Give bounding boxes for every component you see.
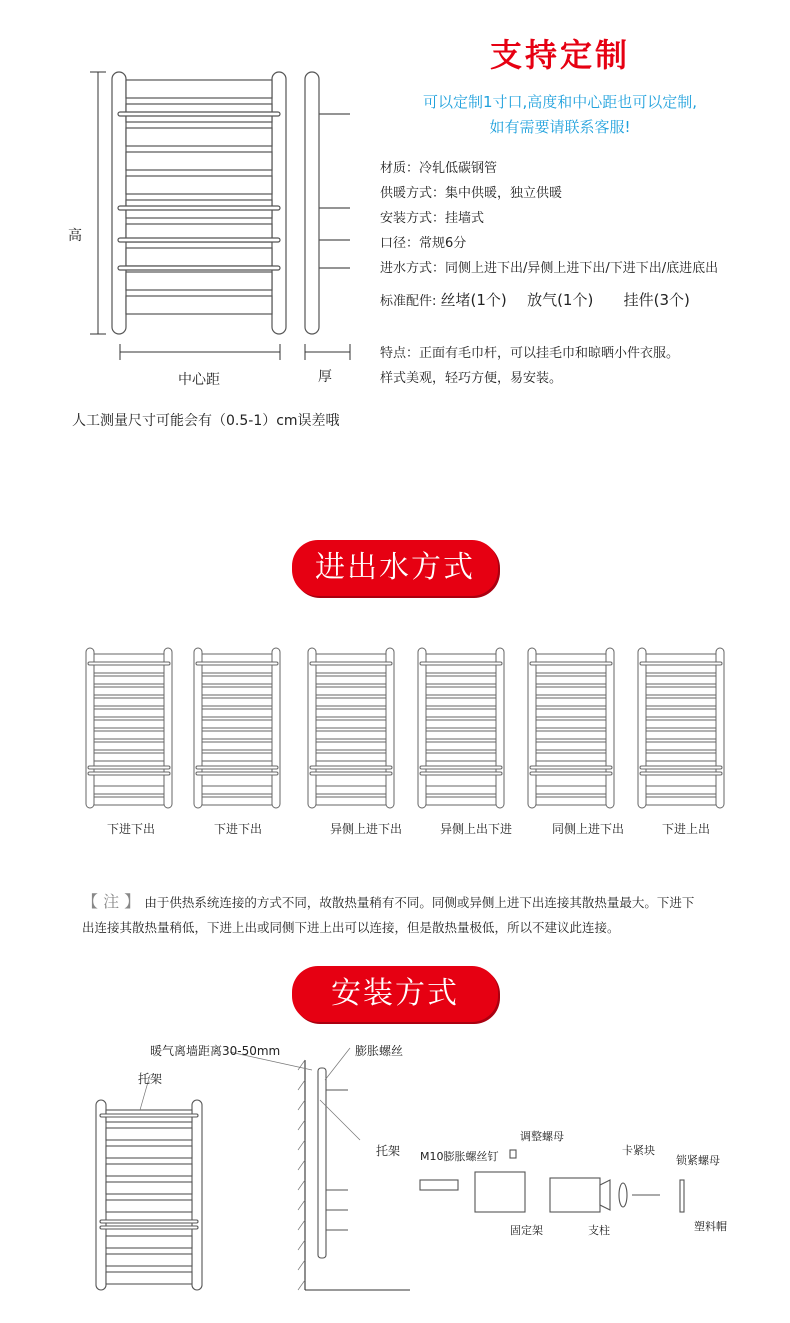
dim-height-label: 高 — [68, 228, 82, 244]
flow-banner: 进出水方式 — [292, 540, 498, 596]
install-banner: 安装方式 — [292, 966, 498, 1022]
spec-material: 材质：冷轧低碳钢管 — [380, 161, 498, 176]
flow-radiator-6 — [638, 648, 724, 808]
flow-radiator-5 — [528, 648, 614, 808]
customize-note — [370, 90, 750, 140]
label-expansion-screw: 膨胀螺丝 — [355, 1044, 404, 1058]
parts-label: 标准配件: — [380, 294, 437, 309]
label-clamp: 卡紧块 — [622, 1144, 655, 1157]
flow-radiator-4 — [418, 648, 504, 808]
flow-note — [82, 890, 762, 940]
feature-2: 样式美观，轻巧方便，易安装。 — [380, 371, 563, 386]
flow-note-line-1 — [82, 890, 762, 916]
flow-label-1: 下进下出 — [107, 822, 156, 836]
spec-heating: 供暖方式：集中供暖，独立供暖 — [380, 186, 563, 201]
label-plastic-cap: 塑料帽 — [694, 1220, 727, 1233]
dim-thick-label: 厚 — [318, 369, 332, 385]
flow-radiator-2 — [194, 648, 280, 808]
part-vent: 放气(1个) — [527, 291, 594, 309]
flow-label-6: 下进上出 — [662, 822, 711, 836]
customize-line-2: 如有需要请联系客服! — [489, 118, 631, 136]
part-hanger: 挂件(3个) — [623, 291, 690, 309]
dim-center-label: 中心距 — [178, 372, 220, 388]
note-bracket: 【 注 】 — [82, 892, 141, 911]
feature-list — [380, 342, 679, 392]
dimension-drawing — [60, 60, 370, 400]
parts-row — [380, 289, 690, 310]
label-m10: M10膨胀螺丝钉 — [420, 1150, 499, 1163]
label-lock-nut: 锁紧螺母 — [676, 1154, 720, 1167]
left-post — [112, 72, 126, 334]
page-title: 支持定制 — [490, 36, 631, 74]
tolerance-note: 人工测量尺寸可能会有（0.5-1）cm误差哦 — [72, 413, 340, 429]
spec-caliber: 口径：常规6分 — [380, 236, 467, 251]
install-drawing — [80, 1040, 780, 1310]
flow-label-2: 下进下出 — [214, 822, 263, 836]
right-post — [272, 72, 286, 334]
flow-label-3: 异侧上进下出 — [330, 822, 403, 836]
customize-line-1: 可以定制1寸口,高度和中心距也可以定制, — [422, 93, 698, 111]
label-bracket: 托架 — [138, 1072, 163, 1086]
spec-list — [380, 157, 718, 282]
spec-install: 安装方式：挂墙式 — [380, 211, 485, 226]
label-bracket-2: 托架 — [376, 1144, 401, 1158]
label-adjust-nut: 调整螺母 — [520, 1130, 564, 1143]
label-pillar: 支柱 — [588, 1224, 610, 1237]
part-plug: 丝堵(1个) — [440, 291, 507, 309]
label-wall-gap: 暖气离墙距离30-50mm — [150, 1044, 281, 1058]
spec-water: 进水方式：同侧上进下出/异侧上进下出/下进下出/底进底出 — [380, 261, 719, 276]
flow-radiator-1 — [86, 648, 172, 808]
feature-1: 特点：正面有毛巾杆，可以挂毛巾和晾晒小件衣服。 — [380, 346, 680, 361]
flow-label-5: 同侧上进下出 — [552, 822, 625, 836]
flow-label-4: 异侧上出下进 — [440, 822, 513, 836]
note-text-2: 出连接其散热量稍低，下进上出或同侧下进上出可以连接，但是散热量极低，所以不建议此连接。 — [82, 920, 620, 935]
flow-radiator-3 — [308, 648, 394, 808]
label-fixed-frame: 固定架 — [510, 1224, 543, 1237]
flow-label-row — [0, 820, 790, 844]
side-view-post — [305, 72, 319, 334]
note-text-1: 由于供热系统连接的方式不同，故散热量稍有不同。同侧或异侧上进下出连接其散热量最大。下进下 — [144, 895, 695, 910]
